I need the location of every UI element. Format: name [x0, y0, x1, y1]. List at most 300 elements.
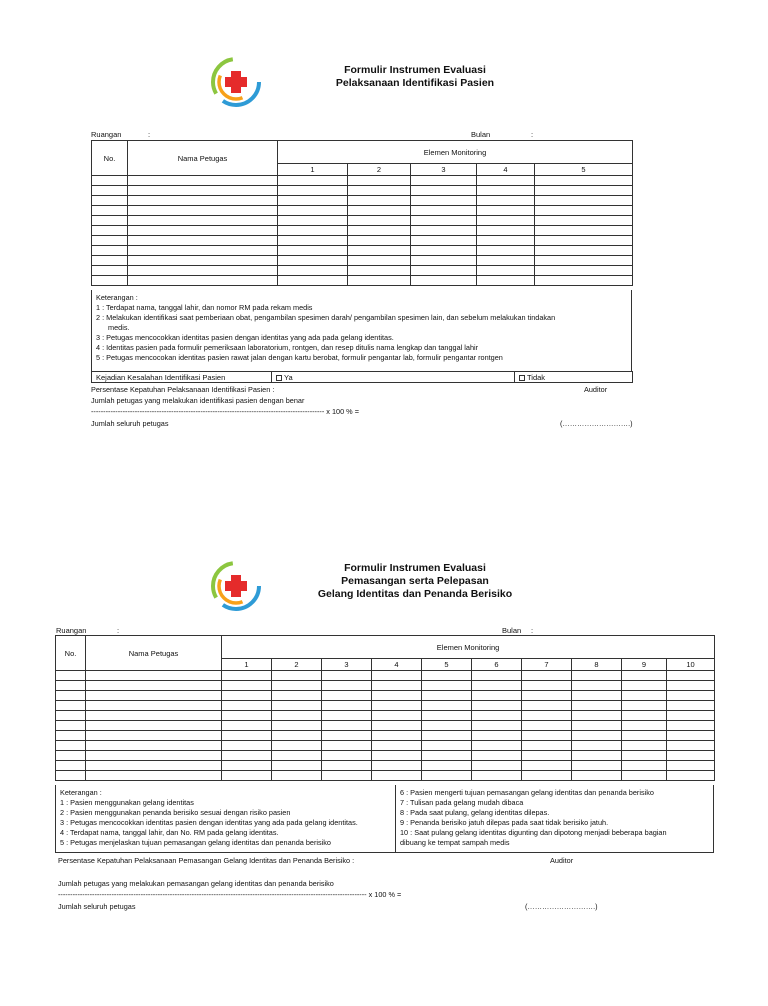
form1-title-line2: Pelaksanaan Identifikasi Pasien	[335, 77, 495, 89]
elemen-cell[interactable]	[572, 771, 622, 781]
elemen-col-header: 3	[411, 164, 477, 176]
elemen-cell[interactable]	[422, 711, 472, 721]
elemen-cell[interactable]	[472, 701, 522, 711]
elemen-cell[interactable]	[222, 761, 272, 771]
form1-keterangan-3: 3 : Petugas mencocokkan identitas pasien dengan identitas yang ada pada gelang identitas.	[96, 333, 394, 342]
table-row	[92, 176, 633, 186]
form1-keterangan	[91, 290, 632, 372]
form1-bulan-label: Bulan	[471, 130, 491, 139]
elemen-cell[interactable]	[422, 751, 472, 761]
form1-ruangan-colon: :	[148, 130, 151, 139]
elemen-cell[interactable]	[372, 771, 422, 781]
form2-title-line3: Gelang Identitas dan Penanda Berisiko	[317, 588, 513, 600]
elemen-cell[interactable]	[477, 246, 535, 256]
table-row	[56, 771, 715, 781]
elemen-cell[interactable]	[411, 226, 477, 236]
elemen-cell[interactable]	[422, 681, 472, 691]
elemen-cell[interactable]	[322, 751, 372, 761]
form1-keterangan-1: 1 : Terdapat nama, tanggal lahir, dan nomor RM pada rekam medis	[96, 303, 313, 312]
elemen-cell[interactable]	[272, 691, 322, 701]
elemen-cell[interactable]	[622, 721, 667, 731]
form1-auditor: Auditor	[584, 385, 608, 394]
table-row	[56, 691, 715, 701]
row-number-cell[interactable]	[56, 701, 86, 711]
elemen-cell[interactable]	[422, 741, 472, 751]
table-row	[56, 701, 715, 711]
elemen-cell[interactable]	[477, 186, 535, 196]
table-row	[92, 206, 633, 216]
table-row	[56, 721, 715, 731]
elemen-cell[interactable]	[422, 701, 472, 711]
elemen-cell[interactable]	[222, 771, 272, 781]
elemen-cell[interactable]	[535, 186, 633, 196]
form2-keterangan-7: 7 : Tulisan pada gelang mudah dibaca	[400, 798, 524, 807]
elemen-cell[interactable]	[222, 691, 272, 701]
hospital-logo	[210, 56, 262, 108]
elemen-cell[interactable]	[278, 206, 348, 216]
elemen-cell[interactable]	[522, 771, 572, 781]
elemen-cell[interactable]	[535, 216, 633, 226]
elemen-cell[interactable]	[322, 741, 372, 751]
elemen-cell[interactable]	[535, 226, 633, 236]
elemen-cell[interactable]	[667, 701, 715, 711]
elemen-cell[interactable]	[572, 741, 622, 751]
elemen-cell[interactable]	[472, 681, 522, 691]
nama-petugas-cell[interactable]	[128, 216, 278, 226]
elemen-cell[interactable]	[272, 711, 322, 721]
table-row	[56, 671, 715, 681]
elemen-cell[interactable]	[278, 186, 348, 196]
elemen-cell[interactable]	[222, 741, 272, 751]
row-number-cell[interactable]	[92, 216, 128, 226]
row-number-cell[interactable]	[92, 196, 128, 206]
elemen-cell[interactable]	[348, 256, 411, 266]
elemen-cell[interactable]	[411, 266, 477, 276]
nama-petugas-cell[interactable]	[86, 721, 222, 731]
elemen-cell[interactable]	[278, 196, 348, 206]
elemen-cell[interactable]	[411, 246, 477, 256]
nama-petugas-cell[interactable]	[86, 761, 222, 771]
row-number-cell[interactable]	[56, 731, 86, 741]
elemen-cell[interactable]	[622, 681, 667, 691]
elemen-cell[interactable]	[572, 691, 622, 701]
elemen-cell[interactable]	[535, 246, 633, 256]
elemen-cell[interactable]	[622, 731, 667, 741]
elemen-cell[interactable]	[622, 751, 667, 761]
form1-elemen-monitoring: Elemen Monitoring	[278, 141, 633, 164]
form1-keterangan-5: 5 : Petugas mencocokan identitas pasien rawat jalan dengan kartu berobat, formulir pengantar lab, formulir pengantar rontgen	[96, 353, 503, 362]
row-number-cell[interactable]	[92, 176, 128, 186]
elemen-cell[interactable]	[372, 711, 422, 721]
elemen-cell[interactable]	[372, 671, 422, 681]
nama-petugas-cell[interactable]	[128, 236, 278, 246]
form2-ruangan-colon: :	[117, 626, 120, 635]
elemen-cell[interactable]	[411, 206, 477, 216]
elemen-cell[interactable]	[622, 771, 667, 781]
form2-title-line1: Formulir Instrumen Evaluasi	[344, 562, 486, 574]
elemen-cell[interactable]	[522, 691, 572, 701]
form1-ya-option[interactable]	[272, 372, 515, 383]
table-row	[92, 266, 633, 276]
elemen-cell[interactable]	[322, 761, 372, 771]
nama-petugas-cell[interactable]	[86, 731, 222, 741]
table-row	[92, 196, 633, 206]
elemen-cell[interactable]	[667, 741, 715, 751]
elemen-cell[interactable]	[272, 741, 322, 751]
form2-denominator: Jumlah seluruh petugas	[58, 902, 136, 911]
form2-keterangan-10b: dibuang ke tempat sampah medis	[400, 838, 510, 847]
elemen-cell[interactable]	[572, 721, 622, 731]
elemen-cell[interactable]	[667, 751, 715, 761]
elemen-cell[interactable]	[372, 751, 422, 761]
elemen-cell[interactable]	[272, 681, 322, 691]
form1-keterangan-2: 2 : Melakukan identifikasi saat pemberiaan obat, pengambilan spesimen darah/ pengambilan spesimen lain, dan sebelum melakukan tindakan	[96, 313, 556, 322]
form2-numerator: Jumlah petugas yang melakukan pemasangan gelang identitas dan penanda berisiko	[58, 879, 334, 888]
elemen-cell[interactable]	[622, 711, 667, 721]
row-number-cell[interactable]	[92, 186, 128, 196]
elemen-cell[interactable]	[278, 266, 348, 276]
form2-col-no: No.	[56, 636, 86, 671]
nama-petugas-cell[interactable]	[86, 771, 222, 781]
nama-petugas-cell[interactable]	[86, 741, 222, 751]
elemen-cell[interactable]	[222, 681, 272, 691]
nama-petugas-cell[interactable]	[86, 681, 222, 691]
elemen-col-header: 3	[322, 659, 372, 671]
elemen-cell[interactable]	[667, 771, 715, 781]
elemen-cell[interactable]	[348, 206, 411, 216]
elemen-cell[interactable]	[348, 216, 411, 226]
elemen-cell[interactable]	[472, 721, 522, 731]
nama-petugas-cell[interactable]	[86, 751, 222, 761]
elemen-cell[interactable]	[348, 176, 411, 186]
form2-bulan-colon: :	[531, 626, 534, 635]
form2-bulan-label: Bulan	[502, 626, 522, 635]
elemen-cell[interactable]	[222, 721, 272, 731]
elemen-col-header: 6	[472, 659, 522, 671]
elemen-cell[interactable]	[522, 681, 572, 691]
elemen-cell[interactable]	[372, 701, 422, 711]
elemen-cell[interactable]	[572, 761, 622, 771]
form2-keterangan-6: 6 : Pasien mengerti tujuan pemasangan gelang identitas dan penanda berisiko	[400, 788, 654, 797]
elemen-cell[interactable]	[222, 711, 272, 721]
form2-keterangan-1: 1 : Pasien menggunakan gelang identitas	[60, 798, 194, 807]
elemen-cell[interactable]	[622, 691, 667, 701]
nama-petugas-cell[interactable]	[128, 226, 278, 236]
form2-col-nama: Nama Petugas	[86, 636, 222, 671]
nama-petugas-cell[interactable]	[86, 701, 222, 711]
elemen-cell[interactable]	[667, 671, 715, 681]
elemen-cell[interactable]	[222, 751, 272, 761]
elemen-cell[interactable]	[667, 691, 715, 701]
elemen-cell[interactable]	[477, 256, 535, 266]
row-number-cell[interactable]	[92, 276, 128, 286]
row-number-cell[interactable]	[92, 206, 128, 216]
elemen-col-header: 1	[222, 659, 272, 671]
elemen-cell[interactable]	[535, 236, 633, 246]
table-row	[56, 731, 715, 741]
elemen-cell[interactable]	[572, 751, 622, 761]
elemen-cell[interactable]	[348, 226, 411, 236]
elemen-cell[interactable]	[472, 741, 522, 751]
elemen-cell[interactable]	[667, 731, 715, 741]
elemen-cell[interactable]	[348, 266, 411, 276]
form2-auditor: Auditor	[550, 856, 574, 865]
row-number-cell[interactable]	[92, 246, 128, 256]
form1-bulan-colon: :	[531, 130, 534, 139]
row-number-cell[interactable]	[92, 266, 128, 276]
elemen-cell[interactable]	[372, 691, 422, 701]
form2-keterangan-5: 5 : Petugas menjelaskan tujuan pemasangan gelang identitas dan penanda berisiko	[60, 838, 331, 847]
elemen-cell[interactable]	[477, 216, 535, 226]
elemen-col-header: 1	[278, 164, 348, 176]
elemen-cell[interactable]	[322, 701, 372, 711]
elemen-cell[interactable]	[477, 266, 535, 276]
elemen-cell[interactable]	[477, 206, 535, 216]
elemen-cell[interactable]	[322, 681, 372, 691]
elemen-cell[interactable]	[272, 761, 322, 771]
elemen-cell[interactable]	[278, 176, 348, 186]
row-number-cell[interactable]	[92, 226, 128, 236]
elemen-cell[interactable]	[411, 236, 477, 246]
elemen-cell[interactable]	[411, 196, 477, 206]
elemen-cell[interactable]	[572, 681, 622, 691]
table-row	[56, 681, 715, 691]
elemen-cell[interactable]	[535, 206, 633, 216]
form2-ruangan-label: Ruangan	[56, 626, 87, 635]
elemen-cell[interactable]	[411, 186, 477, 196]
elemen-cell[interactable]	[477, 276, 535, 286]
form1-keterangan-4: 4 : Identitas pasien pada formulir pemeriksaan laboratorium, rontgen, dan resep ditulis nama lengkap dan tanggal lahir	[96, 343, 479, 352]
elemen-cell[interactable]	[535, 256, 633, 266]
elemen-cell[interactable]	[522, 671, 572, 681]
elemen-cell[interactable]	[472, 691, 522, 701]
table-row	[92, 256, 633, 266]
form2-fraction-line: ------------------------------------------------------------------------------------------------------------------------------- x 100 % =	[58, 890, 402, 899]
form2-title	[290, 562, 540, 601]
form1-keterangan-title: Keterangan :	[96, 293, 138, 302]
elemen-cell[interactable]	[272, 721, 322, 731]
form2-title-line2: Pemasangan serta Pelepasan	[341, 575, 489, 587]
nama-petugas-cell[interactable]	[128, 186, 278, 196]
form1-fraction-line: ------------------------------------------------------------------------------------------------ x 100 % =	[91, 407, 359, 416]
table-row	[56, 761, 715, 771]
elemen-col-header: 7	[522, 659, 572, 671]
form1-numerator: Jumlah petugas yang melakukan identifikasi pasien dengan benar	[91, 396, 305, 405]
nama-petugas-cell[interactable]	[128, 176, 278, 186]
table-row	[92, 186, 633, 196]
table-row	[56, 751, 715, 761]
elemen-cell[interactable]	[372, 731, 422, 741]
elemen-cell[interactable]	[272, 731, 322, 741]
form1-ruangan-label: Ruangan	[91, 130, 122, 139]
elemen-cell[interactable]	[372, 721, 422, 731]
elemen-cell[interactable]	[477, 226, 535, 236]
form2-keterangan-10: 10 : Saat pulang gelang identitas digunting dan dipotong menjadi beberapa bagian	[400, 828, 667, 837]
elemen-cell[interactable]	[272, 751, 322, 761]
tidak-checkbox[interactable]	[519, 375, 525, 381]
row-number-cell[interactable]	[56, 691, 86, 701]
form2-keterangan-8: 8 : Pada saat pulang, gelang identitas dilepas.	[400, 808, 550, 817]
elemen-cell[interactable]	[272, 771, 322, 781]
nama-petugas-cell[interactable]	[128, 206, 278, 216]
form1-denominator: Jumlah seluruh petugas	[91, 419, 169, 428]
elemen-col-header: 5	[535, 164, 633, 176]
elemen-cell[interactable]	[278, 236, 348, 246]
elemen-col-header: 8	[572, 659, 622, 671]
elemen-cell[interactable]	[422, 721, 472, 731]
form2-keterangan-title: Keterangan :	[60, 788, 102, 797]
elemen-col-header: 4	[477, 164, 535, 176]
elemen-cell[interactable]	[472, 711, 522, 721]
elemen-cell[interactable]	[535, 276, 633, 286]
elemen-cell[interactable]	[522, 751, 572, 761]
form1-tidak-label: Tidak	[527, 372, 546, 382]
elemen-cell[interactable]	[348, 196, 411, 206]
nama-petugas-cell[interactable]	[128, 266, 278, 276]
elemen-cell[interactable]	[411, 176, 477, 186]
elemen-cell[interactable]	[472, 751, 522, 761]
ya-checkbox[interactable]	[276, 375, 282, 381]
elemen-col-header: 4	[372, 659, 422, 671]
row-number-cell[interactable]	[56, 771, 86, 781]
elemen-cell[interactable]	[622, 741, 667, 751]
form2-elemen-monitoring: Elemen Monitoring	[222, 636, 715, 659]
table-row	[92, 216, 633, 226]
form1-kejadian-row	[91, 371, 633, 383]
elemen-cell[interactable]	[622, 761, 667, 771]
elemen-cell[interactable]	[522, 731, 572, 741]
nama-petugas-cell[interactable]	[128, 196, 278, 206]
elemen-cell[interactable]	[472, 671, 522, 681]
nama-petugas-cell[interactable]	[128, 276, 278, 286]
elemen-col-header: 10	[667, 659, 715, 671]
form1-keterangan-2b: medis.	[108, 323, 130, 332]
row-number-cell[interactable]	[56, 671, 86, 681]
row-number-cell[interactable]	[56, 681, 86, 691]
elemen-cell[interactable]	[622, 671, 667, 681]
elemen-cell[interactable]	[222, 701, 272, 711]
elemen-cell[interactable]	[535, 196, 633, 206]
elemen-cell[interactable]	[411, 256, 477, 266]
elemen-cell[interactable]	[667, 761, 715, 771]
elemen-cell[interactable]	[572, 731, 622, 741]
elemen-cell[interactable]	[348, 246, 411, 256]
row-number-cell[interactable]	[56, 741, 86, 751]
elemen-cell[interactable]	[422, 761, 472, 771]
elemen-cell[interactable]	[477, 196, 535, 206]
elemen-cell[interactable]	[322, 721, 372, 731]
elemen-cell[interactable]	[348, 186, 411, 196]
form2-signature: (……………………….)	[525, 902, 598, 911]
elemen-cell[interactable]	[667, 721, 715, 731]
nama-petugas-cell[interactable]	[86, 691, 222, 701]
row-number-cell[interactable]	[92, 256, 128, 266]
elemen-cell[interactable]	[522, 701, 572, 711]
elemen-cell[interactable]	[622, 701, 667, 711]
elemen-cell[interactable]	[472, 771, 522, 781]
elemen-cell[interactable]	[522, 711, 572, 721]
elemen-cell[interactable]	[667, 681, 715, 691]
elemen-cell[interactable]	[522, 721, 572, 731]
elemen-cell[interactable]	[535, 266, 633, 276]
elemen-cell[interactable]	[422, 671, 472, 681]
elemen-cell[interactable]	[422, 731, 472, 741]
elemen-cell[interactable]	[272, 701, 322, 711]
nama-petugas-cell[interactable]	[86, 711, 222, 721]
elemen-col-header: 5	[422, 659, 472, 671]
elemen-cell[interactable]	[522, 741, 572, 751]
elemen-cell[interactable]	[411, 276, 477, 286]
form1-signature: (……………………….)	[560, 419, 633, 428]
elemen-cell[interactable]	[278, 246, 348, 256]
nama-petugas-cell[interactable]	[128, 246, 278, 256]
elemen-cell[interactable]	[322, 731, 372, 741]
elemen-cell[interactable]	[572, 671, 622, 681]
table-row	[92, 276, 633, 286]
elemen-cell[interactable]	[472, 761, 522, 771]
elemen-cell[interactable]	[322, 771, 372, 781]
row-number-cell[interactable]	[56, 751, 86, 761]
row-number-cell[interactable]	[56, 721, 86, 731]
form1-tidak-option[interactable]	[515, 372, 633, 383]
form1-monitoring-table	[91, 140, 633, 286]
elemen-cell[interactable]	[272, 671, 322, 681]
elemen-cell[interactable]	[522, 761, 572, 771]
form1-kejadian-label: Kejadian Kesalahan Identifikasi Pasien	[92, 372, 272, 383]
nama-petugas-cell[interactable]	[128, 256, 278, 266]
form2-keterangan-right	[395, 785, 714, 853]
elemen-cell[interactable]	[322, 711, 372, 721]
elemen-cell[interactable]	[472, 731, 522, 741]
elemen-col-header: 2	[272, 659, 322, 671]
elemen-col-header: 9	[622, 659, 667, 671]
elemen-cell[interactable]	[222, 671, 272, 681]
form2-keterangan-4: 4 : Terdapat nama, tanggal lahir, dan No. RM pada gelang identitas.	[60, 828, 279, 837]
elemen-cell[interactable]	[372, 681, 422, 691]
elemen-cell[interactable]	[322, 671, 372, 681]
nama-petugas-cell[interactable]	[86, 671, 222, 681]
table-row	[92, 236, 633, 246]
elemen-cell[interactable]	[572, 701, 622, 711]
table-row	[92, 226, 633, 236]
elemen-cell[interactable]	[222, 731, 272, 741]
table-row	[56, 711, 715, 721]
elemen-cell[interactable]	[372, 761, 422, 771]
elemen-cell[interactable]	[278, 216, 348, 226]
elemen-cell[interactable]	[667, 711, 715, 721]
row-number-cell[interactable]	[56, 711, 86, 721]
elemen-cell[interactable]	[422, 691, 472, 701]
row-number-cell[interactable]	[56, 761, 86, 771]
form1-title	[300, 64, 530, 90]
form1-ya-label: Ya	[284, 372, 293, 382]
elemen-cell[interactable]	[477, 236, 535, 246]
elemen-cell[interactable]	[278, 256, 348, 266]
table-row	[56, 741, 715, 751]
elemen-cell[interactable]	[348, 236, 411, 246]
elemen-cell[interactable]	[411, 216, 477, 226]
elemen-cell[interactable]	[278, 276, 348, 286]
elemen-cell[interactable]	[278, 226, 348, 236]
row-number-cell[interactable]	[92, 236, 128, 246]
elemen-cell[interactable]	[572, 711, 622, 721]
elemen-cell[interactable]	[422, 771, 472, 781]
elemen-cell[interactable]	[477, 176, 535, 186]
elemen-cell[interactable]	[372, 741, 422, 751]
elemen-cell[interactable]	[322, 691, 372, 701]
elemen-cell[interactable]	[535, 176, 633, 186]
elemen-cell[interactable]	[348, 276, 411, 286]
